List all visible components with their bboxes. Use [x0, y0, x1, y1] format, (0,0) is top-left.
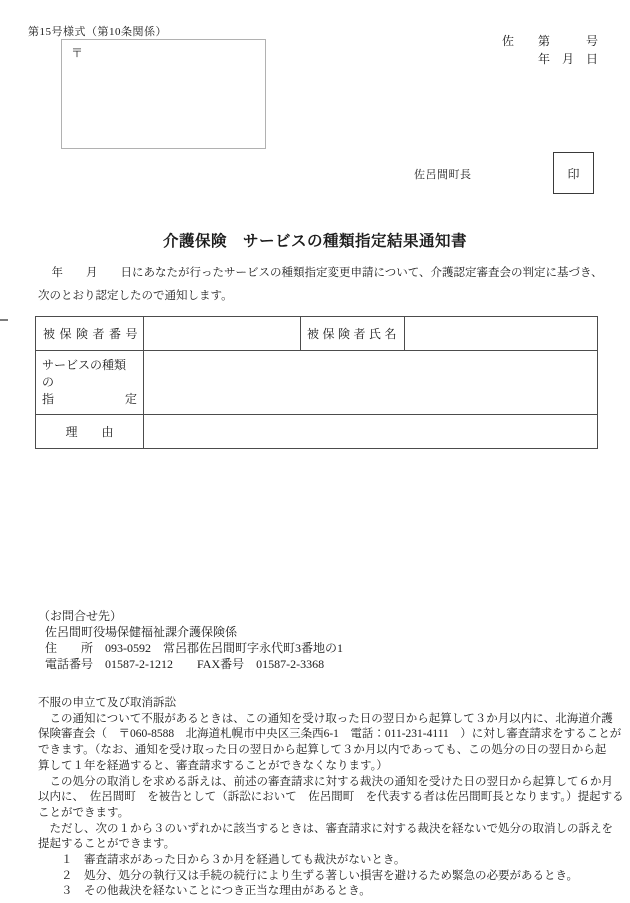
appeal-line: できます。（なお、通知を受け取った日の翌日から起算して３か月以内であっても、この処分の日の翌日から起: [38, 744, 607, 757]
fold-mark: [0, 319, 8, 321]
postal-mark-icon: 〒: [71, 46, 84, 60]
table-row-service-type: [36, 351, 598, 415]
seal-label: 印: [567, 166, 580, 181]
appeal-line: １ 審査請求があった日から３か月を経過しても裁決がないとき。: [38, 854, 406, 867]
appeal-line: ただし、次の１から３のいずれかに該当するときは、審査請求に対する裁決を経ないで処分の取消しの訴えを: [38, 822, 613, 835]
form-number-label: 第15号様式（第10条関係）: [28, 26, 167, 38]
reason-cell: [144, 415, 598, 449]
document-date-line: 年 月 日: [537, 51, 598, 66]
service-type-cell: [144, 351, 598, 415]
contact-address: 住 所 093-0592 常呂郡佐呂間町字永代町3番地の1: [45, 641, 343, 655]
insured-name-cell: [405, 317, 598, 351]
service-type-label: [36, 351, 144, 415]
recipient-address-box: [61, 39, 266, 149]
service-type-label-line1: サービスの種類の: [42, 358, 127, 389]
contact-department: 佐呂間町役場保健福祉課介護保険係: [45, 625, 238, 639]
appeal-line: この通知について不服があるときは、この通知を受け取った日の翌日から起算して３か月以内に、北海道介護: [38, 712, 613, 725]
table-row-insured: [36, 317, 598, 351]
table-row-reason: [36, 415, 598, 449]
contact-phone: 電話番号 01587-2-1212 FAX番号 01587-2-3368: [45, 657, 325, 671]
appeal-line: この処分の取消しを求める訴えは、前述の審査請求に対する裁決の通知を受けた日の翌日から起算して６か月: [38, 775, 613, 788]
mayor-name-label: 佐呂間町長: [414, 169, 472, 181]
intro-line-1: 年 月 日にあなたが行ったサービスの種類指定変更申請について、介護認定審査会の判定に基づき、: [40, 267, 603, 279]
appeal-heading: 不服の申立て及び取消訴訟: [38, 697, 176, 709]
appeal-line: 算して１年を経過すると、審査請求することができなくなります。）: [38, 759, 388, 772]
contact-heading: （お問合せ先）: [38, 609, 123, 623]
appeal-line: ことができます。: [38, 806, 130, 819]
seal-box: [553, 152, 594, 194]
appeal-line: 提起することができます。: [38, 838, 176, 851]
reason-label: 理 由: [36, 415, 144, 449]
appeal-notice: [38, 696, 624, 900]
appeal-line: 以内に、 佐呂間町 を被告として（訴訟において 佐呂間町 を代表する者は佐呂間町長となります。）提起する: [38, 791, 624, 804]
contact-info: [38, 608, 343, 672]
document-number-block: [502, 33, 598, 68]
service-type-label-line2: 指 定: [42, 392, 137, 406]
intro-line-2: 次のとおり認定したので通知します。: [38, 290, 233, 302]
appeal-line: ３ その他裁決を経ないことにつき正当な理由があるとき。: [38, 885, 371, 898]
appeal-line: ２ 処分、処分の執行又は手続の続行により生ずる著しい損害を避けるため緊急の必要があるとき。: [38, 869, 579, 882]
document-number-line: 佐 第 号: [501, 34, 598, 48]
insured-name-label: 被保険者氏名: [301, 317, 405, 351]
insured-number-label: 被保険者番号: [36, 317, 144, 351]
document-title: 介護保険 サービスの種類指定結果通知書: [162, 233, 467, 250]
appeal-line: 保険審査会（ 〒060-8588 北海道札幌市中央区三条西6-1 電話：011-231-4111 ）に対し審査請求をすることが: [38, 728, 622, 741]
insured-number-cell: [144, 317, 301, 351]
intro-paragraph: [40, 262, 620, 308]
notification-table: [35, 316, 598, 449]
